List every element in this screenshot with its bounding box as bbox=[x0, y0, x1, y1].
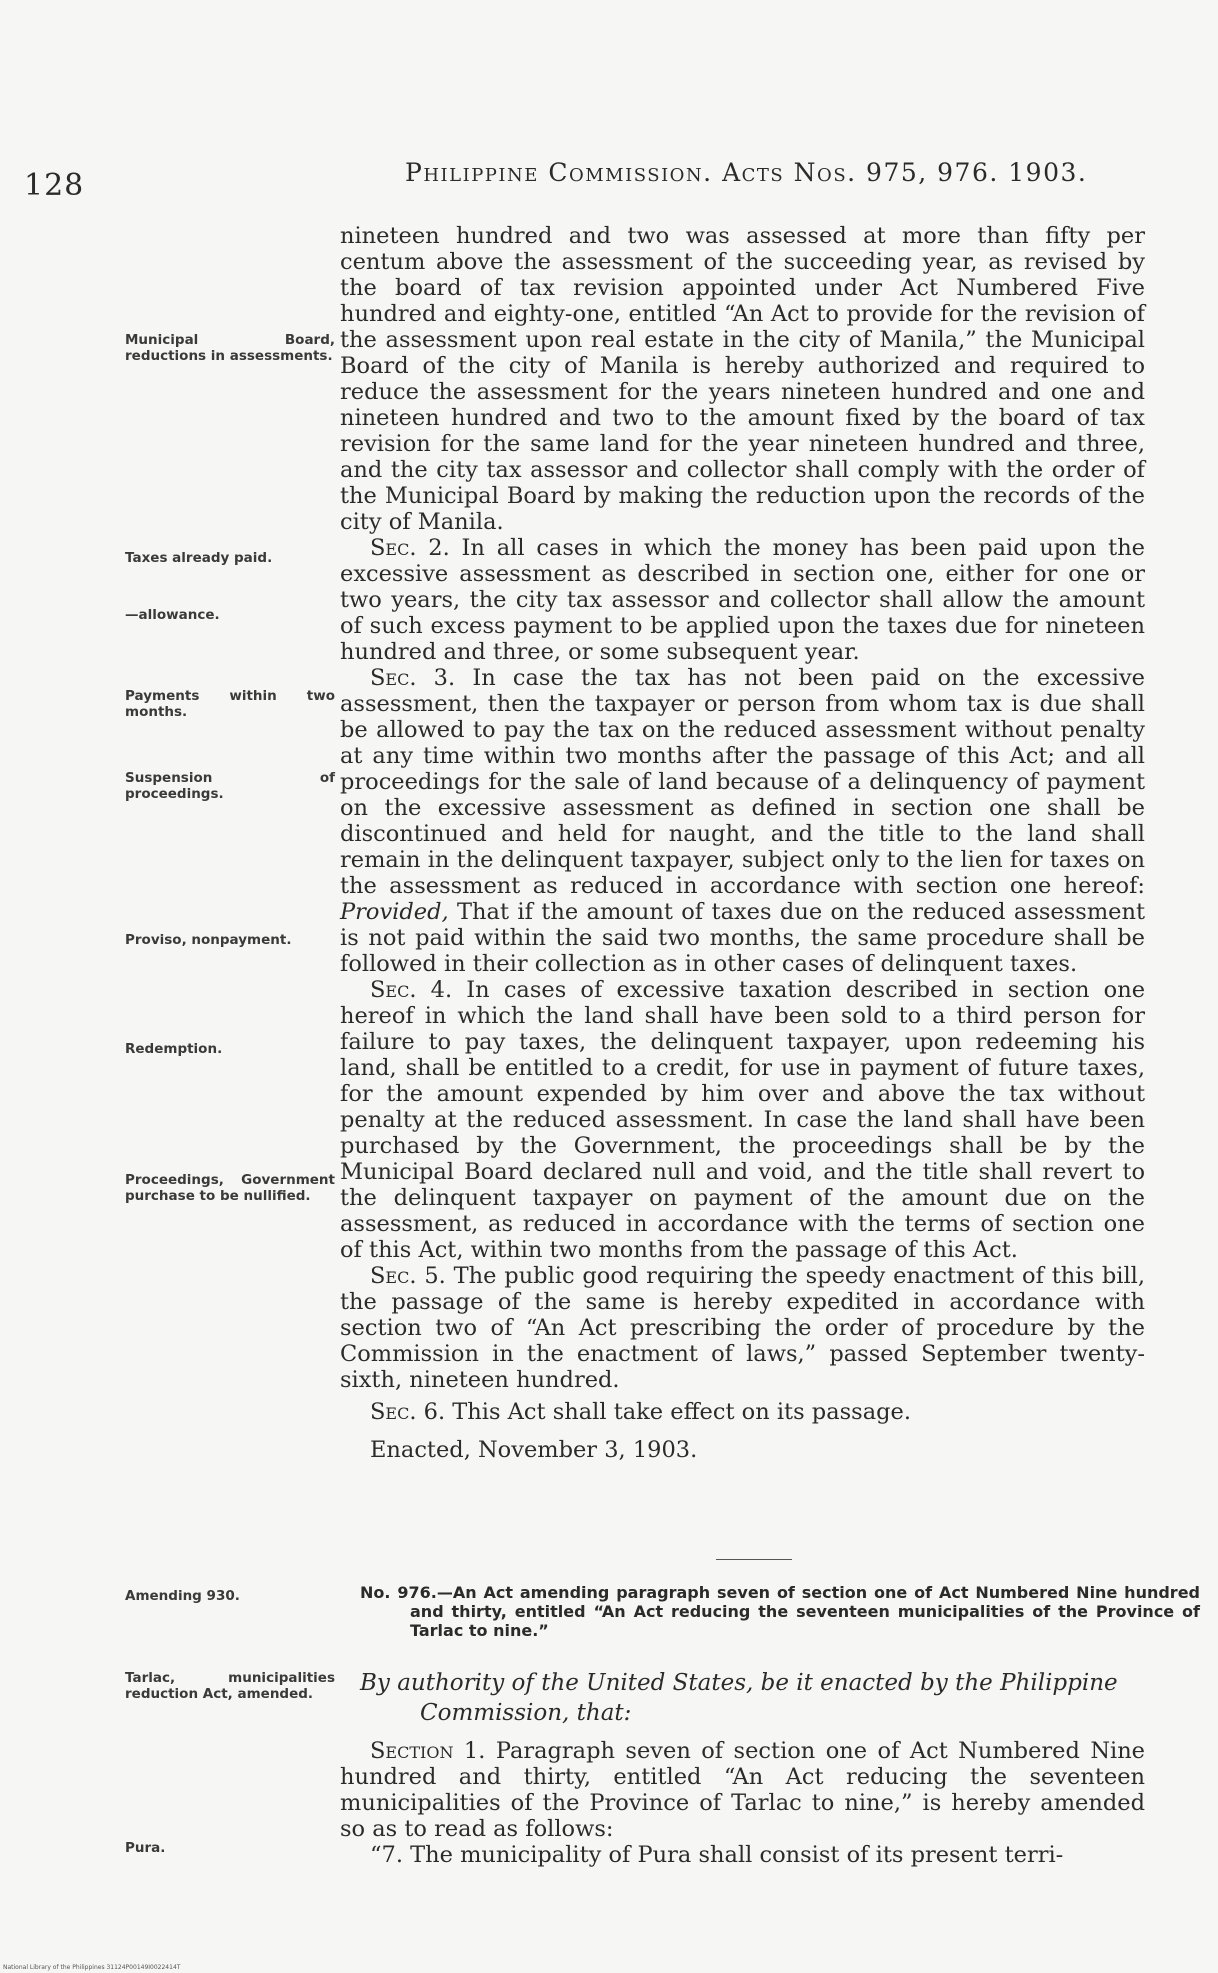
act-976-section-1 bbox=[340, 1738, 1145, 1842]
section-text: Paragraph seven of section one of Act Numbered Nine hundred and thirty, entitled “An Act reducing the seventeen municipalities of the Province of Tarlac to nine,” is hereby amended so as to read as follows: bbox=[340, 1738, 1146, 1842]
margin-note-amending: Amending 930. bbox=[125, 1588, 240, 1604]
section-text: The public good requiring the speedy enactment of this bill, the passage of the same is hereby expedited in accordance with section two of “An Act prescribing the order of procedure by the Commission in the enactment of laws,” passed September twenty-sixth, nineteen hundred. bbox=[340, 1263, 1146, 1393]
section-text: This Act shall take effect on its passage. bbox=[452, 1399, 911, 1425]
section-6 bbox=[340, 1399, 1145, 1425]
margin-note-proviso: Proviso, nonpayment. bbox=[125, 932, 292, 948]
margin-note-suspension: Suspension of proceedings. bbox=[125, 770, 335, 802]
proviso-label: Provided, bbox=[340, 899, 449, 925]
margin-note-allowance: —allowance. bbox=[125, 607, 220, 623]
section-text: In all cases in which the money has been paid upon the excessive assessment as described in section one, either for one or two years, the city tax assessor and collector shall allow the amount of such excess payment to be applied upon the taxes due for nineteen hundred and three, or some subsequent year. bbox=[340, 535, 1145, 665]
margin-note-taxes-paid: Taxes already paid. bbox=[125, 550, 273, 566]
page-number: 128 bbox=[24, 168, 85, 203]
section-label: Sec. 3. bbox=[370, 665, 456, 691]
margin-note-proceedings: Proceedings, Government purchase to be nullified. bbox=[125, 1172, 335, 1204]
section-label: Sec. 5. bbox=[370, 1263, 446, 1289]
section-label: Sec. 4. bbox=[370, 977, 453, 1003]
section-label: Sec. 2. bbox=[370, 535, 450, 561]
enacting-clause: By authority of the United States, be it enacted by the Philippine Commission, that: bbox=[360, 1670, 1118, 1726]
section-divider bbox=[716, 1559, 792, 1560]
section-4 bbox=[340, 977, 1145, 1263]
margin-note-tarlac: Tarlac, municipalities reduction Act, amended. bbox=[125, 1670, 335, 1702]
section-3 bbox=[340, 665, 1145, 977]
paragraph-seven: “7. The municipality of Pura shall consist of its present terri- bbox=[370, 1842, 1064, 1868]
running-head: Philippine Commission. Acts Nos. 975, 976. 1903. bbox=[405, 158, 1088, 187]
paragraph-continuation: nineteen hundred and two was assessed at more than fifty per centum above the assessment of the succeeding year, as revised by the board of tax revision appointed under Act Numbered Five hundred and eighty-one, entitled “An Act to provide for the revision of the assessment upon real estate in the city of Manila,” the Municipal Board of the city of Manila is hereby authorized and required to reduce the assessment for the years nineteen hundred and one and nineteen hundred and two to the amount fixed by the board of tax revision for the same land for the year nineteen hundred and three, and the city tax assessor and collector shall comply with the order of the Municipal Board by making the reduction upon the records of the city of Manila. bbox=[340, 223, 1145, 535]
margin-note-municipal-board: Municipal Board, reductions in assessments. bbox=[125, 332, 335, 364]
scan-credit: National Library of the Philippines 31124P00149I0022414T bbox=[3, 1964, 181, 1971]
margin-note-payments: Payments within two months. bbox=[125, 688, 335, 720]
section-text: In case the tax has not been paid on the excessive assessment, then the taxpayer or person from whom tax is due shall be allowed to pay the tax on the reduced assessment without penalty at any time within two months after the passage of this Act; and all proceedings for the sale of land because of a delinquency of payment on the excessive assessment as defined in section one shall be discontinued and held for naught, and the title to the land shall remain in the delinquent taxpayer, subject only to the lien for taxes on the assessment as reduced in accordance with section one hereof: bbox=[340, 665, 1145, 899]
margin-note-redemption: Redemption. bbox=[125, 1041, 223, 1057]
act-976-heading: No. 976.—An Act amending paragraph seven of section one of Act Numbered Nine hundred and thirty, entitled “An Act reducing the seventeen municipalities of the Province of Tarlac to nine.” bbox=[360, 1583, 1200, 1640]
section-label: Sec. 6. bbox=[370, 1399, 446, 1425]
proviso-text: That if the amount of taxes due on the reduced assessment is not paid within the said two months, the same procedure shall be followed in their collection as in other cases of delinquent taxes. bbox=[340, 899, 1146, 977]
enacted-date: Enacted, November 3, 1903. bbox=[370, 1437, 698, 1463]
section-2 bbox=[340, 535, 1145, 665]
section-5 bbox=[340, 1263, 1145, 1393]
margin-note-pura: Pura. bbox=[125, 1840, 166, 1856]
body-text bbox=[340, 223, 1145, 1463]
section-label: Section 1. bbox=[370, 1738, 486, 1764]
act-976-body bbox=[340, 1738, 1145, 1868]
section-text: In cases of excessive taxation described in section one hereof in which the land shall have been sold to a third person for failure to pay taxes, the delinquent taxpayer, upon redeeming his land, shall be entitled to a credit, for use in payment of future taxes, for the amount expended by him over and above the tax without penalty at the reduced assessment. In case the land shall have been purchased by the Government, the proceedings shall be by the Municipal Board declared null and void, and the title shall revert to the delinquent taxpayer on payment of the amount due on the assessment, as reduced in accordance with the terms of section one of this Act, within two months from the passage of this Act. bbox=[340, 977, 1146, 1263]
